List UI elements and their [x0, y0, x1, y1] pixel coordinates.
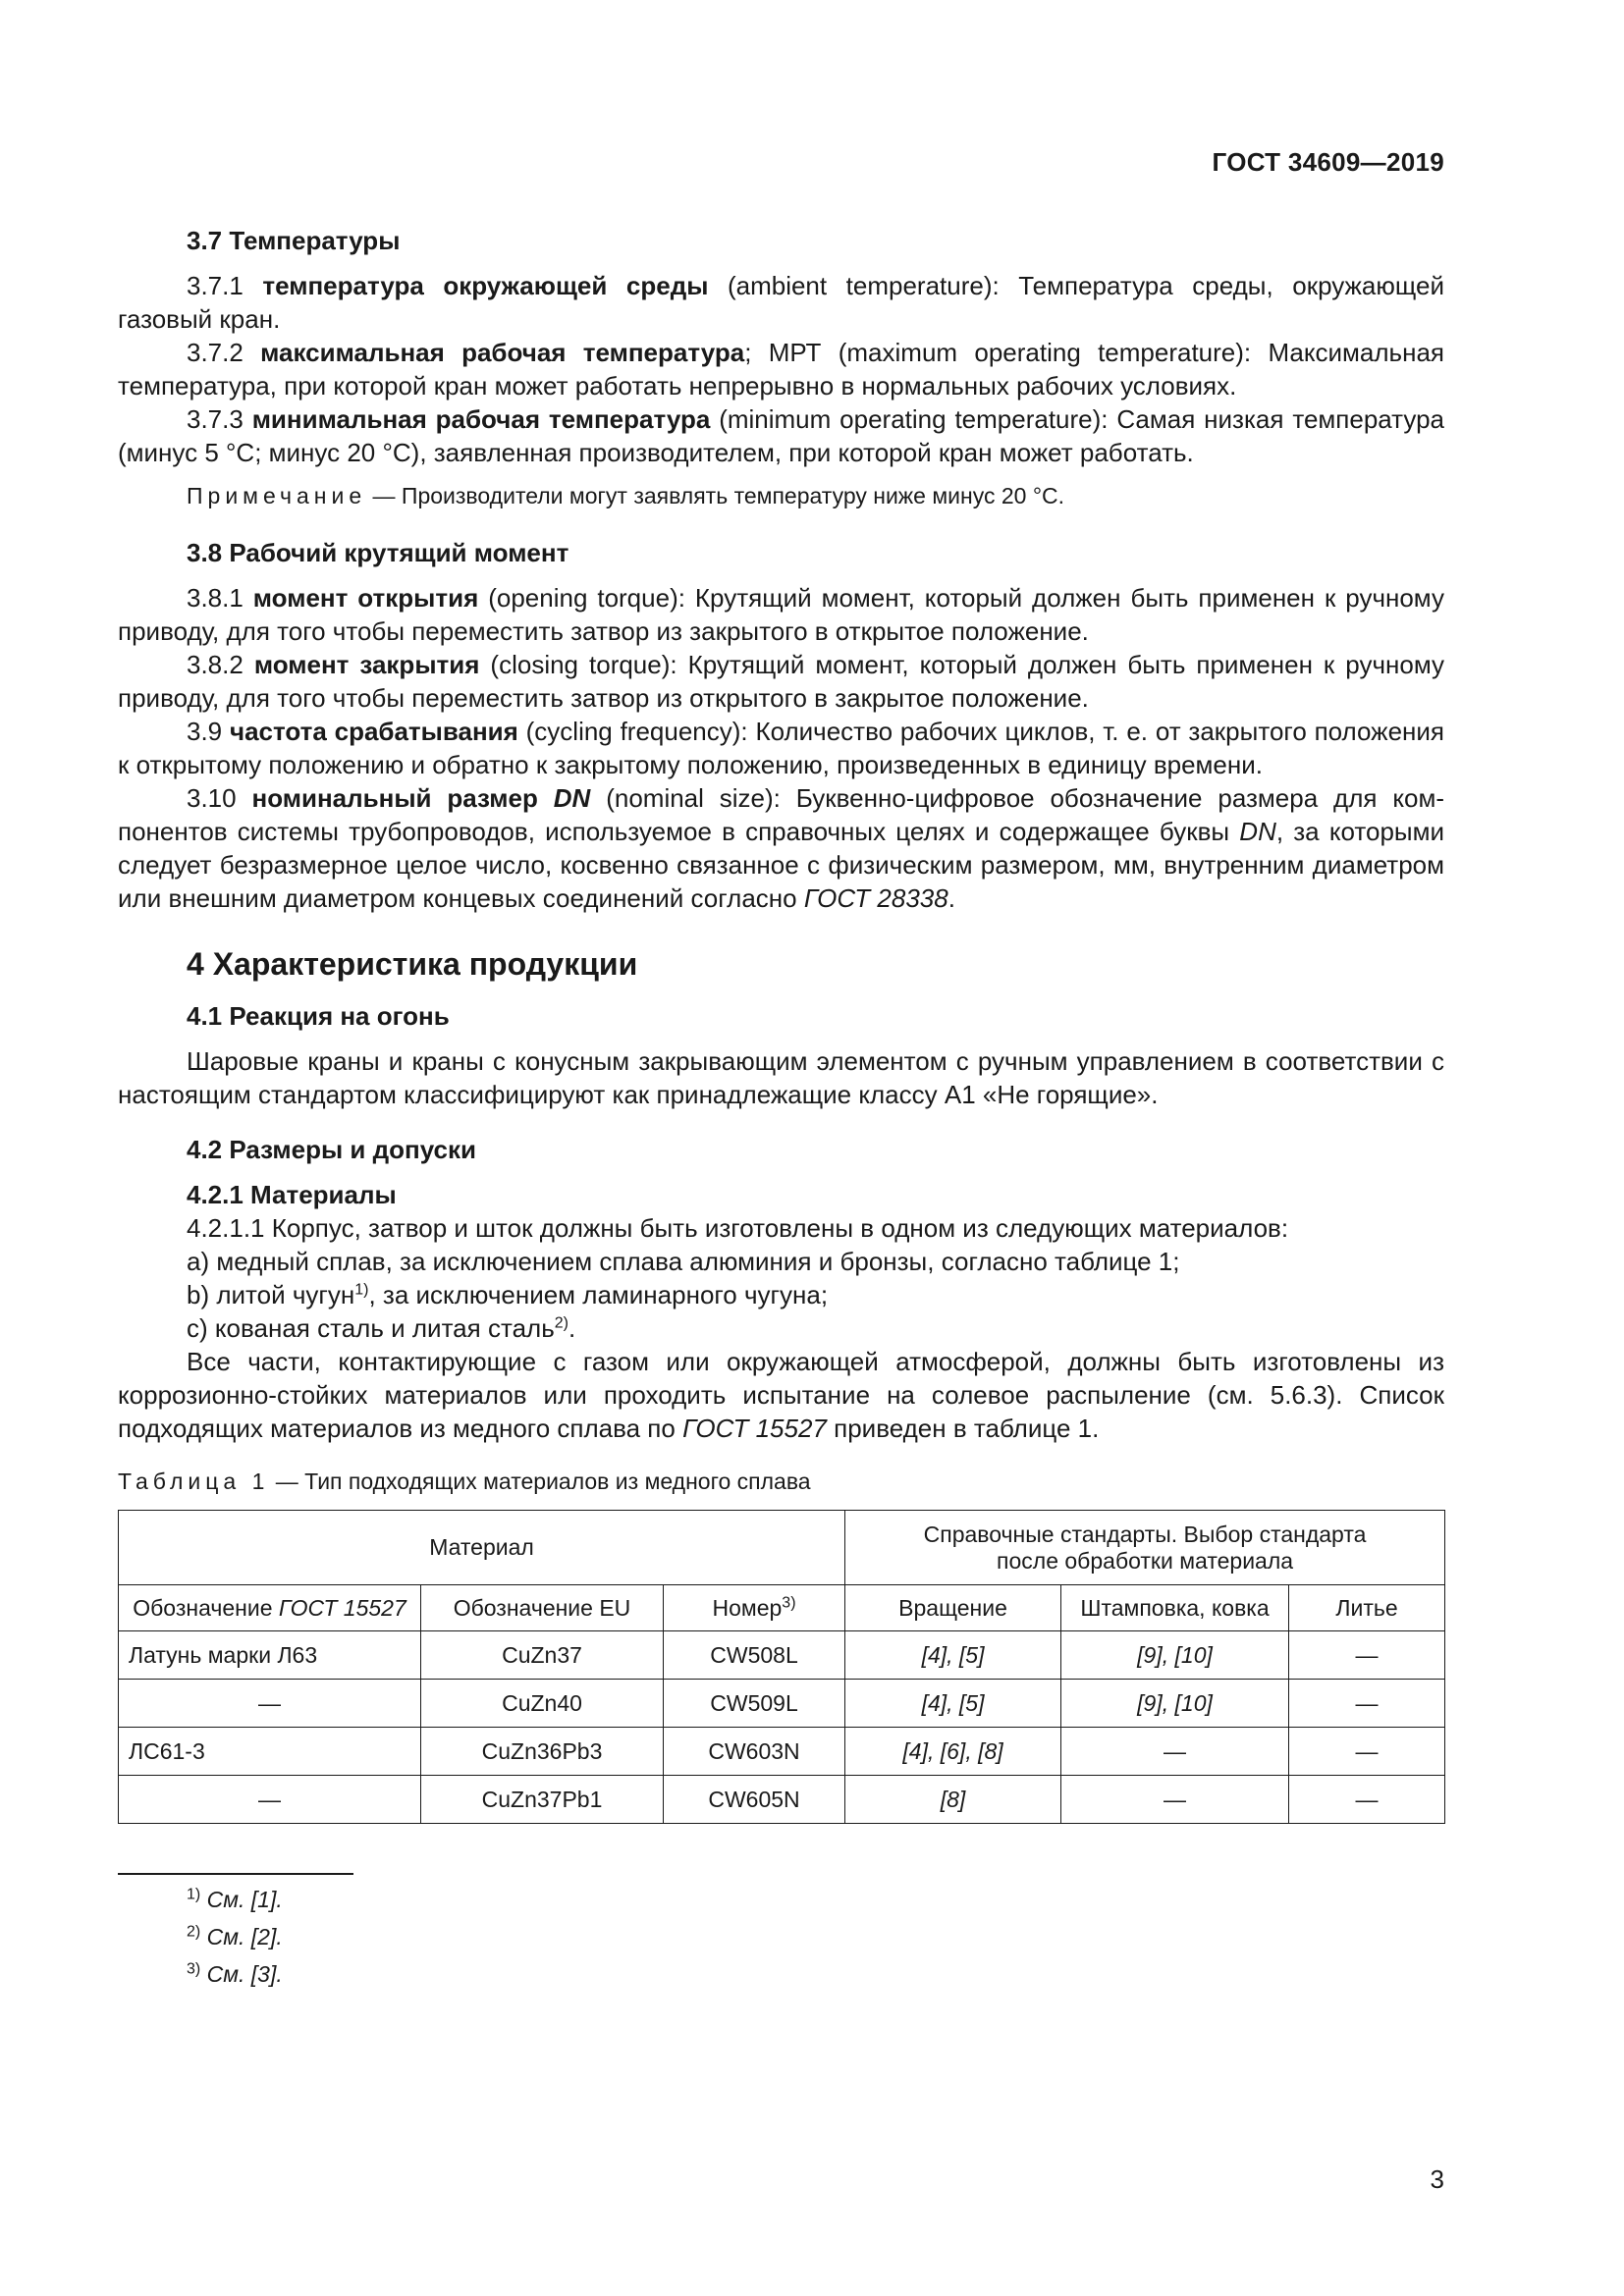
col-header-forging: Штамповка, ковка: [1061, 1585, 1289, 1631]
cell-eu: CuZn37: [421, 1631, 664, 1680]
table-row: [119, 1728, 1445, 1776]
section-heading-3-7: 3.7 Температуры: [187, 226, 401, 255]
cell-gost: —: [119, 1776, 421, 1824]
cell-number: CW603N: [664, 1728, 845, 1776]
note: Примечание — Производители могут заявлять температуру ниже минус 20 °С.: [187, 483, 1065, 508]
page-number: 3: [1430, 2164, 1444, 2194]
list-line-1: 4.2.1.1 Корпус, затвор и шток должны быть изготовлены в одном из следующих материалов:: [187, 1213, 1289, 1243]
col-header-gost: Обозначение ГОСТ 15527: [119, 1585, 421, 1631]
footnote-1: $^{1)}$ См. [1].: [187, 1886, 283, 1912]
cell-number: CW508L: [664, 1631, 845, 1680]
paragraph-4-1: Шаровые краны и краны с конусным закрывающим элементом с ручным управлением в соответствии с настоящим стандартом классифицируют как принадлежащие классу А1 «Не горящие».: [118, 1046, 1444, 1109]
cell-gost: Латунь марки Л63: [119, 1631, 421, 1680]
cell-forging: [9], [10]: [1061, 1631, 1289, 1680]
paragraph-materials: Все части, контактирующие с газом или окружающей атмосферой, должны быть изготовлены из коррозионно-стойких материалов или проходить испытание на солевое распыление (см. 5.6.3). Список подходящих материалов из медного сплава по ГОСТ 15527 приведен в таблице 1.: [118, 1347, 1444, 1443]
cell-rotation: [4], [6], [8]: [845, 1728, 1061, 1776]
cell-gost: ЛС61-3: [119, 1728, 421, 1776]
document-code: ГОСТ 34609—2019: [1212, 147, 1444, 177]
list-line-4: c) кованая сталь и литая сталь$^{2)}$.: [187, 1313, 576, 1343]
group-refs: Справочные стандарты. Выбор стандарта после обработки материала: [845, 1511, 1445, 1585]
paragraph-3-7-1: 3.7.1 температура окружающей среды (ambient temperature): Температура среды, окружающей газовый кран.: [118, 271, 1444, 334]
paragraph-3-9: 3.9 частота срабатывания (cycling frequency): Количество рабочих циклов, т. е. от закрытого положения к открытому положению и обратно к закрытому положению, произведенных в единицу времени.: [118, 717, 1444, 779]
col-header-rotation: Вращение: [845, 1585, 1061, 1631]
cell-forging: [9], [10]: [1061, 1680, 1289, 1728]
col-header-number: Номер$^{3)}$: [664, 1585, 845, 1631]
table-row: [119, 1776, 1445, 1824]
section-heading-4-2: 4.2 Размеры и допуски: [187, 1135, 476, 1164]
section-heading-4-1: 4.1 Реакция на огонь: [187, 1001, 450, 1031]
section-heading-4-2-1: 4.2.1 Материалы: [187, 1180, 397, 1209]
cell-eu: CuZn37Pb1: [421, 1776, 664, 1824]
paragraph-3-7-2: 3.7.2 максимальная рабочая температура; МРТ (maximum operating temperature): Максимальная температура, при которой кран может работать непрерывно в нормальных рабочих условиях.: [118, 338, 1444, 400]
section-heading-3-8: 3.8 Рабочий крутящий момент: [187, 538, 569, 567]
cell-casting: —: [1289, 1680, 1445, 1728]
cell-forging: —: [1061, 1776, 1289, 1824]
cell-rotation: [4], [5]: [845, 1631, 1061, 1680]
paragraph-3-10: 3.10 номинальный размер DN (nominal size): Буквенно-цифровое обозначение размера для компонентов системы трубопроводов, используемое в справочных целях и содержащее буквы DN, за которыми следует безразмерное целое число, косвенно связанное с физическим размером, мм, внутренним диаметром или внешним диаметром концевых соединений согласно ГОСТ 28338.: [118, 783, 1445, 913]
cell-eu: CuZn40: [421, 1680, 664, 1728]
col-header-eu: Обозначение EU: [421, 1585, 664, 1631]
cell-rotation: [8]: [845, 1776, 1061, 1824]
table-caption: Таблица 1 — Тип подходящих материалов из медного сплава: [118, 1468, 811, 1494]
table-row: [119, 1680, 1445, 1728]
cell-gost: —: [119, 1680, 421, 1728]
table-group-header: [119, 1511, 1445, 1585]
cell-number: CW509L: [664, 1680, 845, 1728]
footnote-2: $^{2)}$ См. [2].: [187, 1923, 283, 1949]
table-column-header: [119, 1585, 1445, 1631]
table-row: [119, 1631, 1445, 1680]
section-heading-4: 4 Характеристика продукции: [187, 946, 638, 982]
cell-casting: —: [1289, 1728, 1445, 1776]
group-material: Материал: [119, 1511, 845, 1585]
cell-eu: CuZn36Pb3: [421, 1728, 664, 1776]
cell-casting: —: [1289, 1631, 1445, 1680]
paragraph-3-7-3: 3.7.3 минимальная рабочая температура (minimum operating temperature): Самая низкая температура (минус 5 °С; минус 20 °С), заявленная производителем, при которой кран может работать.: [118, 404, 1444, 467]
cell-number: CW605N: [664, 1776, 845, 1824]
cell-forging: —: [1061, 1728, 1289, 1776]
list-line-2: а) медный сплав, за исключением сплава алюминия и бронзы, согласно таблице 1;: [187, 1247, 1180, 1276]
list-line-3: b) литой чугун$^{1)}$, за исключением ламинарного чугуна;: [187, 1280, 829, 1309]
cell-rotation: [4], [5]: [845, 1680, 1061, 1728]
paragraph-3-8-2: 3.8.2 момент закрытия (closing torque): Крутящий момент, который должен быть применен к ручному приводу, для того чтобы переместить затвор из открытого в закрытое положение.: [118, 650, 1444, 713]
page-content: [118, 224, 1444, 1993]
footnote-3: $^{3)}$ См. [3].: [187, 1960, 283, 1987]
paragraph-3-8-1: 3.8.1 момент открытия (opening torque): Крутящий момент, который должен быть применен к ручному приводу, для того чтобы переместить затвор из закрытого в открытое положение.: [118, 583, 1444, 646]
cell-casting: —: [1289, 1776, 1445, 1824]
col-header-casting: Литье: [1289, 1585, 1445, 1631]
materials-table: [118, 1510, 1445, 1824]
